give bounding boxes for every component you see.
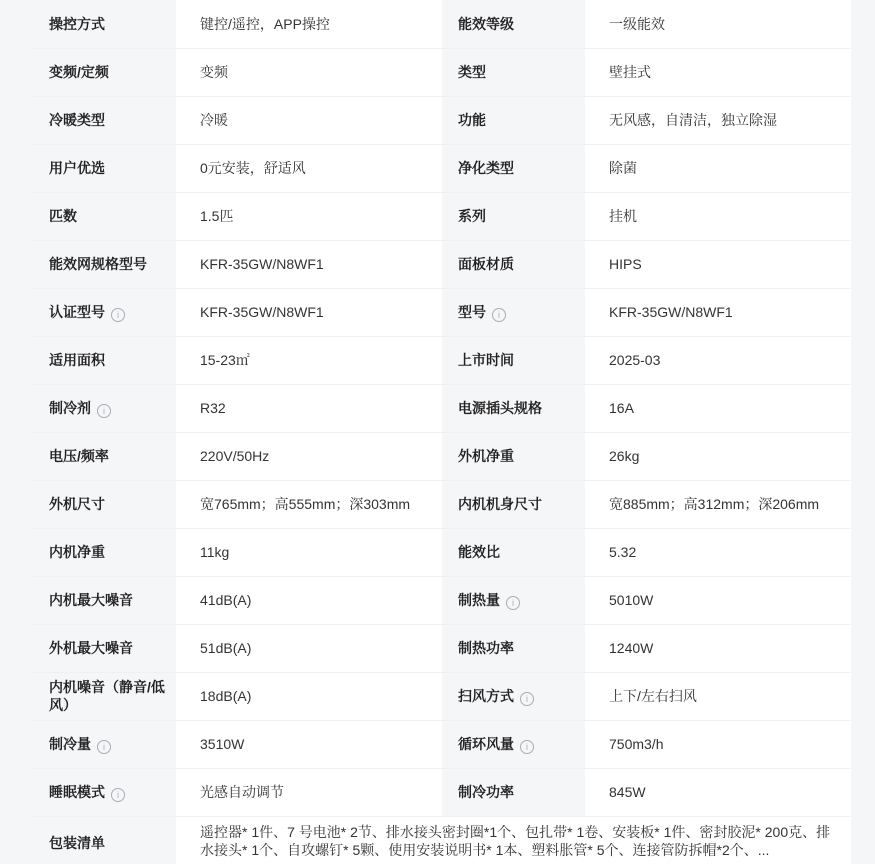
spec-row — [33, 48, 851, 96]
spec-label — [442, 0, 585, 48]
spec-row — [33, 768, 851, 816]
spec-value: 41dB(A) — [176, 576, 442, 624]
spec-label-text: 型号 — [458, 303, 486, 320]
spec-label-text: 冷暖类型 — [49, 112, 105, 128]
spec-row — [33, 720, 851, 768]
info-icon[interactable]: i — [97, 404, 111, 418]
spec-row — [33, 384, 851, 432]
spec-label — [33, 672, 176, 720]
spec-value: 键控/遥控，APP操控 — [176, 0, 442, 48]
info-icon[interactable]: i — [492, 308, 506, 322]
spec-label — [33, 384, 176, 432]
info-icon[interactable]: i — [111, 788, 125, 802]
spec-value: 18dB(A) — [176, 672, 442, 720]
spec-label — [442, 432, 585, 480]
spec-label-text: 内机机身尺寸 — [458, 496, 542, 512]
spec-label — [442, 720, 585, 768]
spec-label-text: 上市时间 — [458, 352, 514, 368]
spec-label-text: 外机尺寸 — [49, 496, 105, 512]
spec-value: 冷暖 — [176, 96, 442, 144]
spec-value: 除菌 — [585, 144, 851, 192]
spec-value: 变频 — [176, 48, 442, 96]
spec-label — [33, 336, 176, 384]
spec-label — [442, 336, 585, 384]
spec-value: 无风感，自清洁，独立除湿 — [585, 96, 851, 144]
spec-label-text: 内机噪音（静音/低风） — [49, 679, 165, 713]
spec-label — [442, 240, 585, 288]
spec-value: 2025-03 — [585, 336, 851, 384]
spec-label — [442, 768, 585, 816]
spec-label-text: 功能 — [458, 112, 486, 128]
spec-label — [33, 624, 176, 672]
spec-label — [33, 288, 176, 336]
spec-label-text: 外机最大噪音 — [49, 640, 133, 656]
spec-label — [442, 672, 585, 720]
spec-label — [33, 576, 176, 624]
spec-row — [33, 144, 851, 192]
spec-label-text: 能效等级 — [458, 15, 514, 32]
spec-label-text: 操控方式 — [49, 15, 105, 32]
spec-row — [33, 240, 851, 288]
spec-label-text: 用户优选 — [49, 160, 105, 176]
spec-label — [33, 48, 176, 96]
packing-list-value: 遥控器* 1件、7 号电池* 2节、排水接头密封圈*1个、包扎带* 1卷、安装板* 1件、密封胶泥* 200克、排水接头* 1个、自攻螺钉* 5颗、使用安装说明书* 1本、塑料胀管* 5个、连接管防拆帽*2个、... — [176, 816, 851, 864]
spec-label — [33, 0, 176, 48]
info-icon[interactable]: i — [506, 596, 520, 610]
spec-label-text: 制热量 — [458, 591, 500, 608]
spec-label — [442, 288, 585, 336]
spec-row — [33, 672, 851, 720]
spec-label — [33, 480, 176, 528]
spec-label-text: 净化类型 — [458, 160, 514, 176]
info-icon[interactable]: i — [520, 740, 534, 754]
spec-label-text: 能效网规格型号 — [49, 256, 147, 272]
spec-label — [33, 432, 176, 480]
spec-label-text: 内机最大噪音 — [49, 592, 133, 608]
spec-label-text: 扫风方式 — [458, 687, 514, 704]
spec-label-text: 制冷量 — [49, 735, 91, 752]
spec-label-text: 外机净重 — [458, 448, 514, 464]
spec-label-text: 电压/频率 — [49, 448, 109, 464]
spec-label — [442, 384, 585, 432]
spec-value: KFR-35GW/N8WF1 — [176, 240, 442, 288]
spec-label — [442, 624, 585, 672]
spec-label-text: 面板材质 — [458, 256, 514, 272]
spec-value: 220V/50Hz — [176, 432, 442, 480]
spec-value: 5010W — [585, 576, 851, 624]
spec-value: 宽885mm；高312mm；深206mm — [585, 480, 851, 528]
spec-label-text: 制热功率 — [458, 640, 514, 656]
spec-label — [33, 96, 176, 144]
spec-value: 3510W — [176, 720, 442, 768]
spec-label — [33, 528, 176, 576]
spec-value: 壁挂式 — [585, 48, 851, 96]
spec-value: 750m3/h — [585, 720, 851, 768]
spec-row — [33, 432, 851, 480]
spec-label — [442, 48, 585, 96]
spec-label — [442, 192, 585, 240]
spec-value: 挂机 — [585, 192, 851, 240]
spec-label-text: 电源插头规格 — [458, 400, 542, 416]
spec-value: 1240W — [585, 624, 851, 672]
spec-label-text: 适用面积 — [49, 352, 105, 368]
info-icon[interactable]: i — [111, 308, 125, 322]
spec-value: 15-23㎡ — [176, 336, 442, 384]
spec-label — [442, 528, 585, 576]
spec-label-text: 认证型号 — [49, 303, 105, 320]
spec-value: R32 — [176, 384, 442, 432]
spec-label-text: 制冷功率 — [458, 784, 514, 800]
spec-row — [33, 528, 851, 576]
spec-value: 上下/左右扫风 — [585, 672, 851, 720]
spec-label — [33, 240, 176, 288]
spec-row — [33, 480, 851, 528]
packing-list-label: 包装清单 — [33, 816, 176, 864]
spec-label-text: 类型 — [458, 64, 486, 80]
spec-row — [33, 288, 851, 336]
spec-value: 26kg — [585, 432, 851, 480]
spec-value: 11kg — [176, 528, 442, 576]
spec-label-text: 能效比 — [458, 544, 500, 560]
spec-label-text: 变频/定频 — [49, 64, 109, 80]
spec-value: 一级能效 — [585, 0, 851, 48]
spec-label-text: 循环风量 — [458, 735, 514, 752]
spec-value: KFR-35GW/N8WF1 — [585, 288, 851, 336]
spec-label — [442, 144, 585, 192]
spec-label — [442, 480, 585, 528]
spec-label-text: 睡眠模式 — [49, 783, 105, 800]
spec-label — [442, 576, 585, 624]
spec-row — [33, 336, 851, 384]
spec-value: HIPS — [585, 240, 851, 288]
spec-label-text: 匹数 — [49, 208, 77, 224]
spec-value: 宽765mm；高555mm；深303mm — [176, 480, 442, 528]
spec-table — [33, 0, 851, 864]
spec-label — [442, 96, 585, 144]
info-icon[interactable]: i — [97, 740, 111, 754]
spec-row — [33, 0, 851, 48]
spec-label — [33, 720, 176, 768]
spec-row — [33, 192, 851, 240]
info-icon[interactable]: i — [520, 692, 534, 706]
spec-value: 5.32 — [585, 528, 851, 576]
spec-label — [33, 768, 176, 816]
spec-row — [33, 576, 851, 624]
packing-list-row — [33, 816, 851, 864]
spec-label-text: 制冷剂 — [49, 399, 91, 416]
spec-value: 光感自动调节 — [176, 768, 442, 816]
spec-value: KFR-35GW/N8WF1 — [176, 288, 442, 336]
spec-value: 16A — [585, 384, 851, 432]
spec-label-text: 内机净重 — [49, 544, 105, 560]
spec-row — [33, 624, 851, 672]
spec-label — [33, 144, 176, 192]
spec-label — [33, 192, 176, 240]
spec-value: 845W — [585, 768, 851, 816]
spec-label-text: 系列 — [458, 208, 486, 224]
spec-value: 1.5匹 — [176, 192, 442, 240]
spec-row — [33, 96, 851, 144]
spec-value: 0元安装，舒适风 — [176, 144, 442, 192]
spec-value: 51dB(A) — [176, 624, 442, 672]
